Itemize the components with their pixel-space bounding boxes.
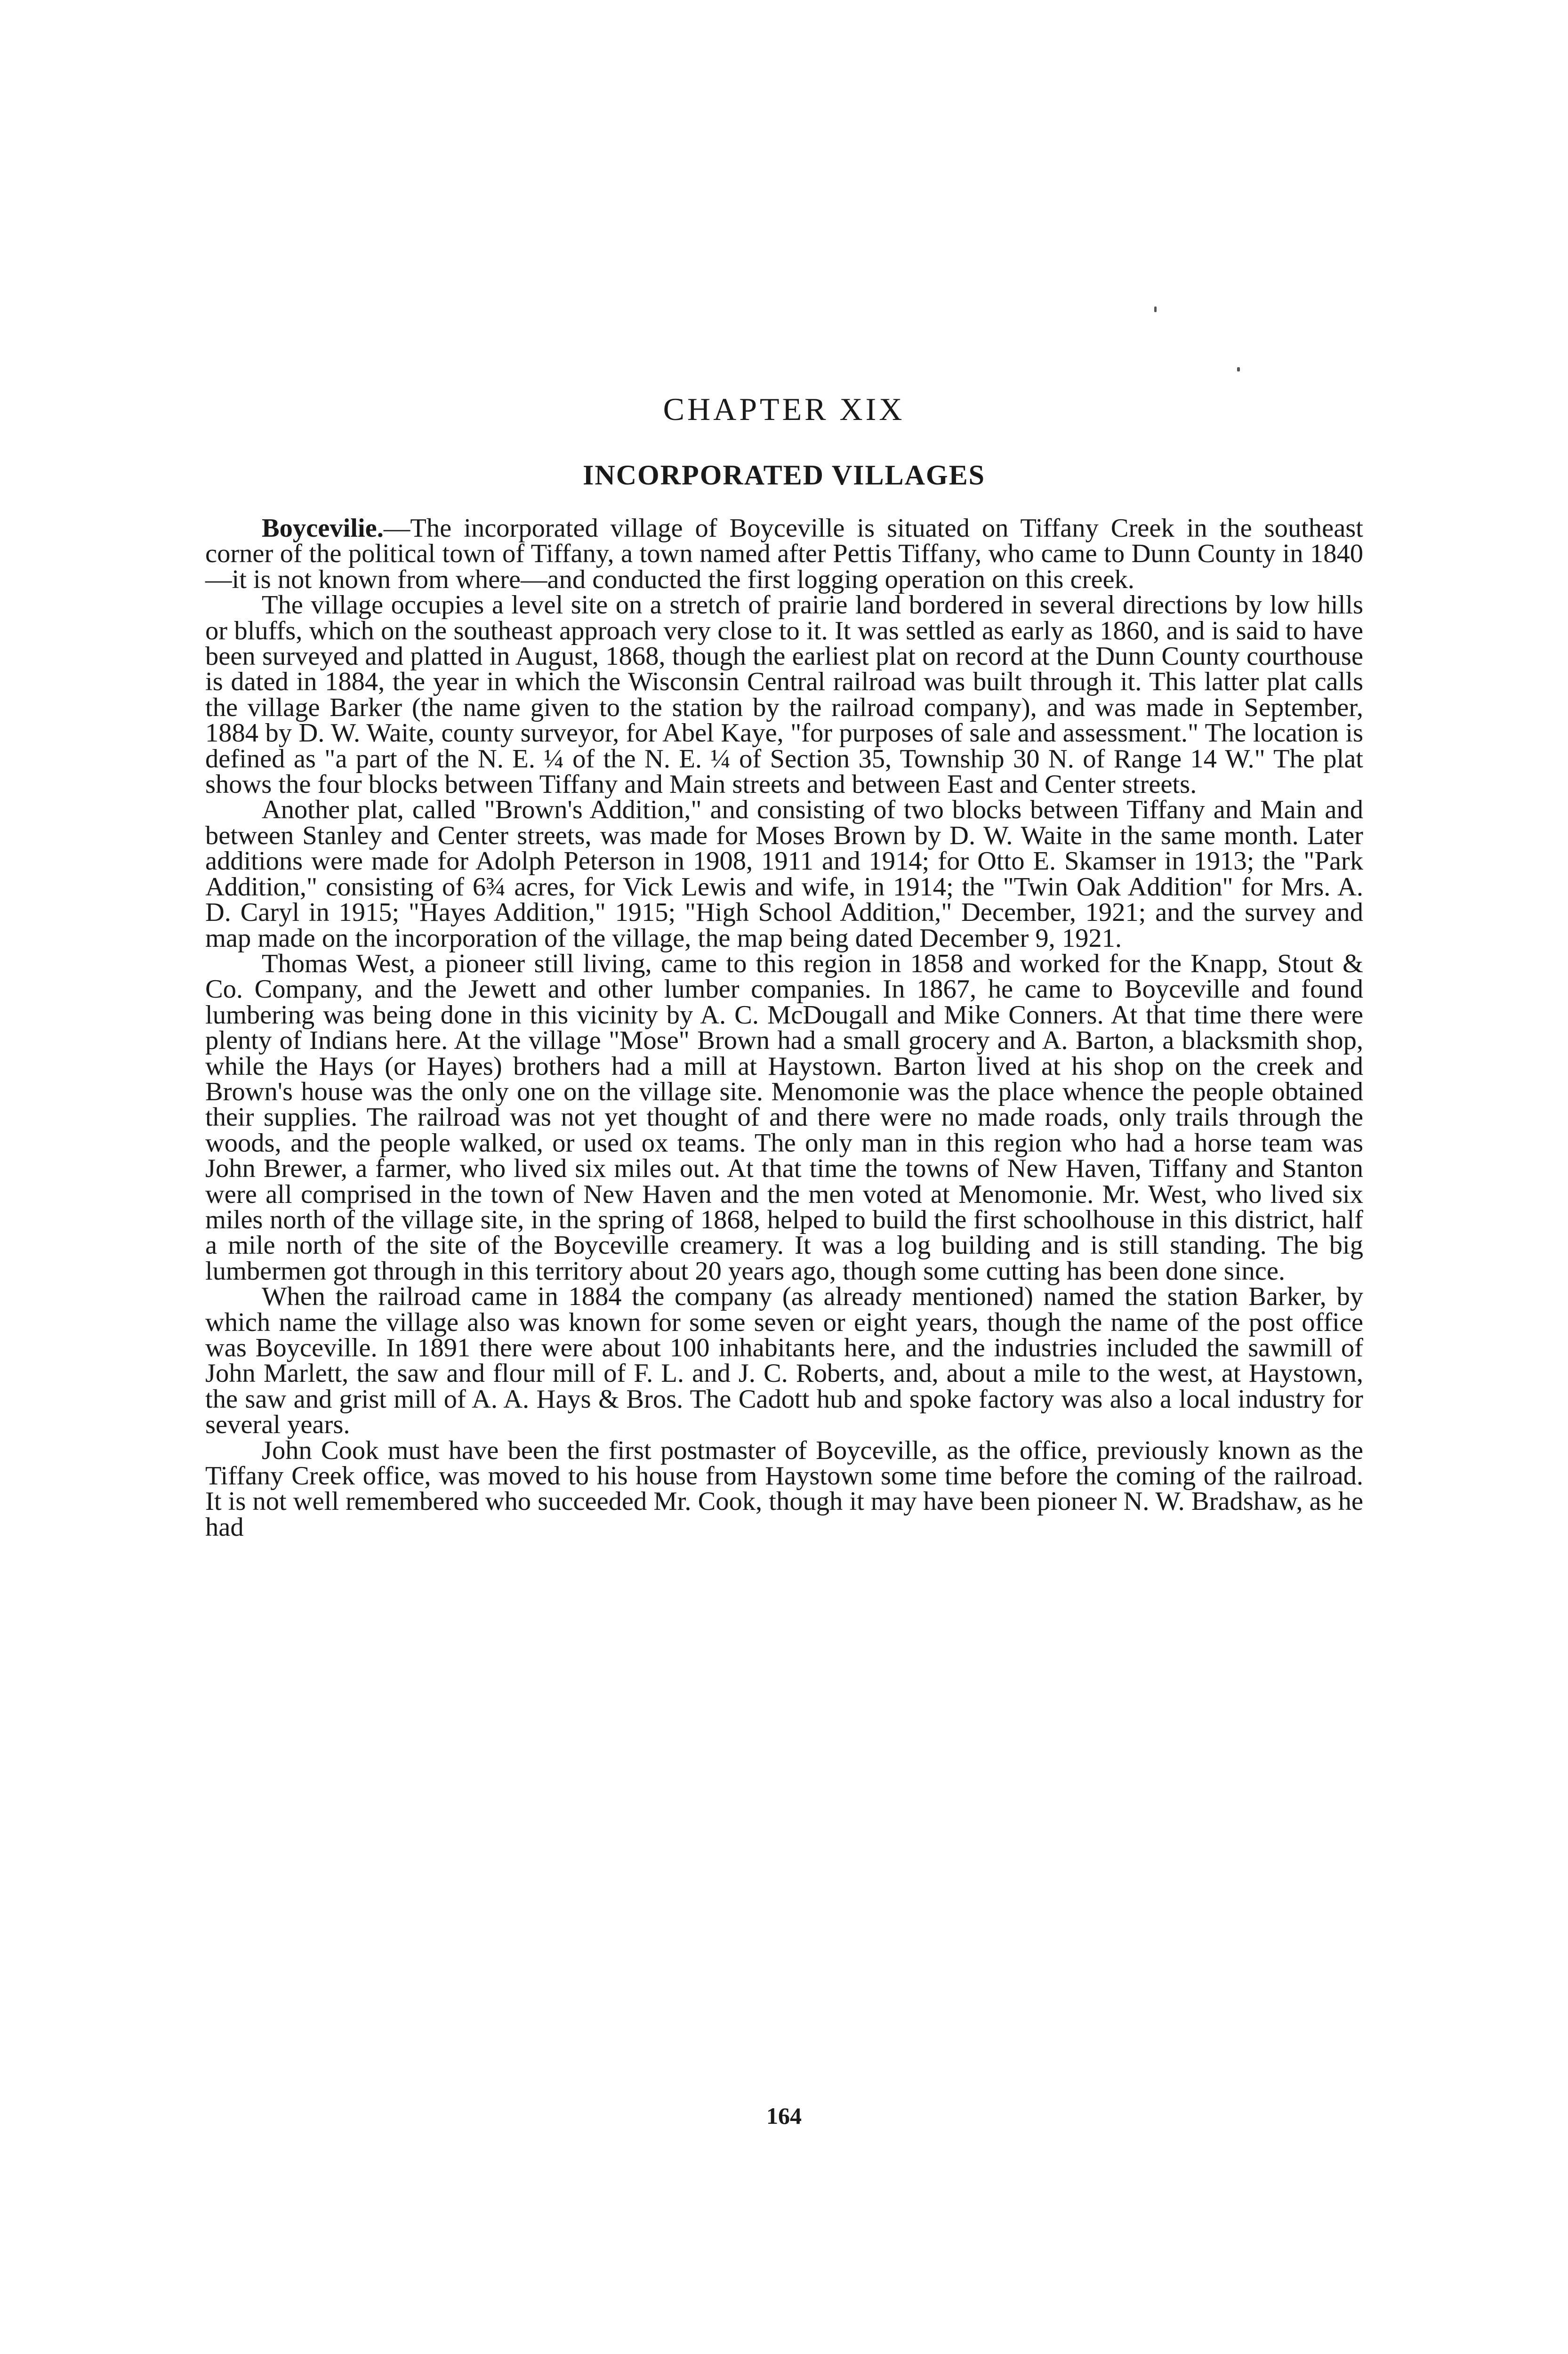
- chapter-number: CHAPTER XIX: [663, 391, 905, 427]
- paragraph-text: Another plat, called "Brown's Addition," and consisting of two blocks between Tiffany and Main and between Stanley and Center streets, was made for Moses Brown by D. W. Waite in the same month. Later additions were made for Adolph Peterson in 1908, 1911 and 1914; for Otto E. Skamser in 1913; the "Park Addition," consisting of 6¾ acres, for Vick Lewis and wife, in 1914; the "Twin Oak Addition" for Mrs. A. D. Caryl in 1915; "Hayes Addition," 1915; "High School Addition," December, 1921; and the survey and map made on the incorporation of the village, the map being dated December 9, 1921.: [205, 795, 1363, 953]
- paragraph: [205, 1435, 1363, 1542]
- paragraph-text: —The incorporated village of Boyceville is situated on Tiffany Creek in the southeast corner of the political town of Tiffany, a town named after Pettis Tiffany, who came to Dunn County in 1840—it is not known from where—and conducted the first logging operation on this creek.: [205, 514, 1363, 594]
- paragraph: [205, 516, 1363, 592]
- paragraph: [205, 592, 1363, 797]
- chapter-title: INCORPORATED VILLAGES: [583, 460, 985, 491]
- print-speck: [1237, 367, 1240, 371]
- page-number: 164: [766, 2103, 802, 2129]
- paragraph-text: John Cook must have been the first postmaster of Boyceville, as the office, previously known as the Tiffany Creek office, was moved to his house from Haystown some time before the coming of the railroad. It is not well remembered who succeeded Mr. Cook, though it may have been pioneer N. W. Bradshaw, as he had: [205, 1435, 1363, 1542]
- paragraph: [205, 797, 1363, 951]
- paragraph-text: The village occupies a level site on a stretch of prairie land bordered in several directions by low hills or bluffs, which on the southeast approach very close to it. It was settled as early as 1860, and is said to have been surveyed and platted in August, 1868, though the earliest plat on record at the Dunn County courthouse is dated in 1884, the year in which the Wisconsin Central railroad was built through it. This latter plat calls the village Barker (the name given to the station by the railroad company), and was made in September, 1884 by D. W. Waite, county surveyor, for Abel Kaye, "for purposes of sale and assessment." The location is defined as "a part of the N. E. ¼ of the N. E. ¼ of Section 35, Township 30 N. of Range 14 W." The plat shows the four blocks between Tiffany and Main streets and between East and Center streets.: [205, 590, 1363, 799]
- paragraph: [205, 951, 1363, 1284]
- paragraph: [205, 1282, 1363, 1440]
- paragraph-text: When the railroad came in 1884 the company (as already mentioned) named the station Barker, by which name the village also was known for some seven or eight years, though the name of the post office was Boyceville. In 1891 there were about 100 inhabitants here, and the industries included the sawmill of John Marlett, the saw and flour mill of F. L. and J. C. Roberts, and, about a mile to the west, at Haystown, the saw and grist mill of A. A. Hays & Bros. The Cadott hub and spoke factory was also a local industry for several years.: [205, 1282, 1363, 1440]
- print-speck: [1154, 306, 1157, 312]
- section-heading: Boycevilie.: [262, 514, 384, 543]
- body-text: [205, 516, 1363, 1540]
- paragraph-text: Thomas West, a pioneer still living, came to this region in 1858 and worked for the Knapp, Stout & Co. Company, and the Jewett and other lumber companies. In 1867, he came to Boyceville and found lumbering was being done in this vicinity by A. C. McDougall and Mike Conners. At that time there were plenty of Indians here. At the village "Mose" Brown had a small grocery and A. Barton, a blacksmith shop, while the Hays (or Hayes) brothers had a mill at Haystown. Barton lived at his shop on the creek and Brown's house was the only one on the village site. Menomonie was the place whence the people obtained their supplies. The railroad was not yet thought of and there were no made roads, only trails through the woods, and the people walked, or used ox teams. The only man in this region who had a horse team was John Brewer, a farmer, who lived six miles out. At that time the towns of New Haven, Tiffany and Stanton were all comprised in the town of New Haven and the men voted at Menomonie. Mr. West, who lived six miles north of the village site, in the spring of 1868, helped to build the first schoolhouse in this district, half a mile north of the site of the Boyceville creamery. It was a log building and is still standing. The big lumbermen got through in this territory about 20 years ago, though some cutting has been done since.: [205, 949, 1363, 1286]
